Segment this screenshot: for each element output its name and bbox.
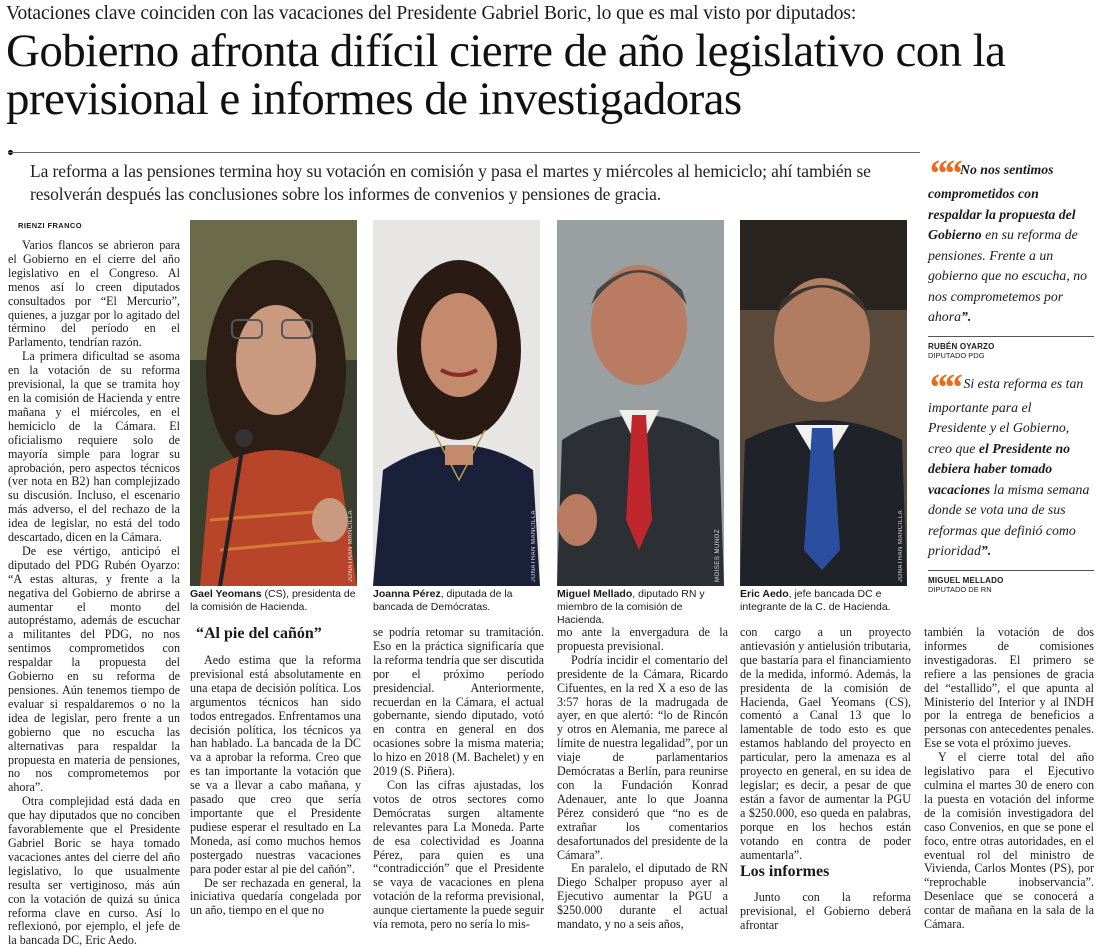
quotes-sidebar bbox=[928, 153, 1094, 594]
photo-credit: JONATHAN MANCILLA bbox=[348, 509, 354, 582]
article-column-5 bbox=[740, 626, 911, 862]
headline-divider bbox=[8, 152, 920, 153]
quote-text: en su reforma de pensiones. Frente a un gobierno que no escucha, no nos comprometemos por ahora bbox=[928, 227, 1088, 324]
quote-bold: No nos sentimos comprometidos con respaldar la propuesta del Gobierno bbox=[928, 162, 1076, 242]
photo-credit: JONATHAN MANCILLA bbox=[898, 509, 904, 582]
caption-eric-aedo bbox=[740, 588, 912, 614]
paragraph: La primera dificultad se asoma en la votación de su reforma previsional, la que se tramita hoy en la comisión de Hacienda y entre mañana y el miércoles, en el hemiciclo de la Cámara. El oficialismo requiere solo de mayoría simple para lograr su aprobación, pero aspectos técnicos (ver nota en B2) han complejizado su discusión. Incluso, el escenario más adverso, el del rechazo de la idea de legislar, no está del todo descartado, dicen en la Cámara. bbox=[8, 349, 180, 545]
quote-attribution-name: RUBÉN OYARZO bbox=[928, 341, 995, 351]
caption-text: (CS), presidenta de la comisión de Hacienda. bbox=[190, 588, 356, 613]
quote-mark-icon: ““ bbox=[928, 153, 958, 195]
quote-bold: el Presidente no debiera haber tomado vacaciones bbox=[928, 440, 1071, 497]
caption-name: Eric Aedo bbox=[740, 588, 789, 600]
paragraph: En paralelo, el diputado de RN Diego Schalper propuso ayer al Ejecutivo aumentar la PGU a $250.000 durante el actual mandato, y no a seis años, bbox=[557, 861, 728, 932]
photo-miguel-mellado bbox=[557, 220, 724, 586]
paragraph: mo ante la envergadura de la propuesta previsional. bbox=[557, 625, 728, 653]
paragraph: con cargo a un proyecto antievasión y antielusión tributaria, que bastaría para el financiamiento de la medida, informó. Además, la presidenta de la comisión de Hacienda, Gael Yeomans (CS), comentó a Canal 13 que lo lamentable de todo esto es que estamos hablando del proyecto en particular, pero la amenaza es al proyecto en general, en su idea de legislar; es decir, a pesar de que están a favor de aumentar la PGU a $250.000, eso queda en palabras, porque en los hechos están votando en contra de poder aumentarla”. bbox=[740, 625, 911, 862]
caption-name: Joanna Pérez bbox=[373, 588, 441, 600]
caption-text: , jefe bancada DC e integrante de la C. de Hacienda. bbox=[740, 588, 891, 613]
quote-text: la misma semana donde se vota una de sus reformas que definió como prioridad bbox=[928, 481, 1090, 558]
quote-mark-icon: ““ bbox=[928, 366, 958, 409]
paragraph: De ser rechazada en general, la iniciativa quedaría congelada por un año, tiempo en el que no bbox=[190, 875, 361, 918]
portrait-image bbox=[373, 220, 540, 586]
caption-gael-yeomans bbox=[190, 588, 360, 614]
quote-end: ”. bbox=[980, 543, 992, 558]
quote-attribution-role: DIPUTADO DE RN bbox=[928, 584, 992, 594]
byline: RIENZI FRANCO bbox=[18, 221, 82, 230]
photo-joanna-perez bbox=[373, 220, 540, 586]
kicker: Votaciones clave coinciden con las vacaciones del Presidente Gabriel Boric, lo que es mal visto por diputados: bbox=[6, 3, 857, 24]
paragraph: también la votación de dos informes de comisiones investigadoras. El primero se refiere a las pensiones de gracia del “estallido”, el que apunta al Ministerio del Interior y al INDH por la entrega de beneficios a personas con antecedentes penales. Ese se vota el próximo jueves. bbox=[924, 625, 1094, 751]
caption-text: , diputado RN y miembro de la comisión de Hacienda. bbox=[557, 588, 705, 626]
photo-credit: JONATHAN MANCILLA bbox=[531, 509, 537, 582]
pull-quote-mellado bbox=[928, 366, 1092, 562]
quote-end: ”. bbox=[960, 309, 972, 324]
caption-text: , diputada de la bancada de Demócratas. bbox=[373, 588, 513, 613]
subhead-los-informes: Los informes bbox=[740, 863, 830, 880]
paragraph: Con las cifras ajustadas, los votos de otros sectores como Demócratas surgen altamente relevantes para La Moneda. Parte de esa colectividad es Joanna Pérez, para quien es una “contradicción” que el Presidente se vaya de vacaciones en plena votación de la reforma previsional, aunque ciertamente la puede seguir vía remota, pero no sería lo mis- bbox=[373, 777, 544, 932]
paragraph: Varios flancos se abrieron para el Gobierno en el cierre del año legislativo en el Congreso. Al menos así lo creen diputados consultados por “El Mercurio”, quienes, a juzgar por lo agitado del término del período en el Parlamento, tendrían razón. bbox=[8, 238, 180, 350]
photo-eric-aedo bbox=[740, 220, 907, 586]
quote-divider bbox=[928, 570, 1094, 571]
quote-text: Si esta reforma es tan importante para el Presidente y el Gobierno, creo que bbox=[928, 375, 1084, 456]
article-column-1 bbox=[8, 239, 180, 948]
portrait-image bbox=[557, 220, 724, 586]
quote-attribution-role: DIPUTADO PDG bbox=[928, 350, 985, 360]
portrait-image bbox=[190, 220, 357, 586]
portrait-image bbox=[740, 220, 907, 586]
caption-miguel-mellado bbox=[557, 588, 729, 626]
caption-joanna-perez bbox=[373, 588, 543, 614]
paragraph: Otra complejidad está dada en que hay diputados que no conciben favorablemente que el Presidente Gabriel Boric se haya tomado vacaciones antes del cierre del año legislativo, lo que usualmente resulta ser vertiginoso, más aún con la votación de quizá su única reforma clave en curso. Así lo reflexionó, por ejemplo, el jefe de la bancada DC, Eric Aedo. bbox=[8, 794, 180, 948]
paragraph: se podría retomar su tramitación. Eso en la práctica significaría que la reforma tendría que ser discutida por el próximo período presidencial. Anteriormente, recuerdan en la Cámara, el actual gobernante, siendo diputado, votó en contra en general en dos ocasiones sobre la misma materia; lo hizo en 2018 (M. Bachelet) y en 2019 (S. Piñera). bbox=[373, 625, 544, 779]
paragraph: Podría incidir el comentario del presidente de la Cámara, Ricardo Cifuentes, en la red X a eso de las 3:57 horas de la madrugada de ayer, en que alertó: “lo de Rincón y otros en Alemania, me parece al límite de nuestra legalidad”, por un viaje de parlamentarios Demócratas a Berlín, para reunirse con la Fundación Konrad Adenauer, ante lo que Joanna Pérez consideró que “no es de extrañar los comentarios desafortunados del presidente de la Cámara”. bbox=[557, 652, 728, 862]
caption-name: Gael Yeomans bbox=[190, 588, 262, 600]
quote-attribution-name: MIGUEL MELLADO bbox=[928, 575, 1004, 585]
subhead-al-pie-del-canon: “Al pie del cañón” bbox=[196, 625, 322, 642]
photo-credit: MOISES MUÑOZ bbox=[715, 528, 721, 582]
article-column-5b bbox=[740, 891, 911, 933]
paragraph: Y el cierre total del año legislativo para el Ejecutivo culmina el martes 30 de enero con la puesta en votación del informe de la comisión investigadora del caso Convenios, en que se pone el foco, entre otras autoridades, en el eventual rol del ministro de Vivienda, Carlos Montes (PS), por “reprochable inobservancia”. Desenlace que se conocerá a contar de mañana en la sala de la Cámara. bbox=[924, 750, 1094, 932]
article-column-2 bbox=[190, 654, 361, 918]
caption-name: Miguel Mellado bbox=[557, 588, 633, 600]
photo-gael-yeomans bbox=[190, 220, 357, 586]
pull-quote-oyarzo bbox=[928, 153, 1092, 328]
article-column-4 bbox=[557, 626, 728, 932]
headline: Gobierno afronta difícil cierre de año legislativo con la previsional e informes de investigadoras bbox=[6, 25, 1006, 125]
paragraph: De ese vértigo, anticipó el diputado del PDG Rubén Oyarzo: “A estas alturas, y frente a la negativa del Gobierno de abrirse a aumentar el monto del autopréstamo, además de escuchar a militantes del PDG, no nos sentimos comprometidos con respaldar la propuesta del Gobierno en su reforma de pensiones. Aún tenemos tiempo de evaluar si respaldaremos o no la idea de legislar, pero frente a un gobierno que no escucha las alternativas para respaldar la propuesta en materia de pensiones, no nos comprometemos por ahora”. bbox=[8, 543, 180, 795]
paragraph: Junto con la reforma previsional, el Gobierno deberá afrontar bbox=[740, 890, 911, 932]
article-column-6 bbox=[924, 626, 1094, 932]
deck: La reforma a las pensiones termina hoy su votación en comisión y pasa el martes y miércoles al hemiciclo; ahí también se resolverán después las conclusiones sobre los informes de convenios y pensiones de gracia. bbox=[30, 161, 871, 204]
article-column-3 bbox=[373, 626, 544, 932]
quote-divider bbox=[928, 336, 1094, 337]
paragraph: Aedo estima que la reforma previsional está absolutamente en una etapa de decisión política. Los argumentos técnicos han sido todos entregados. Enfrentamos una decisión política, los técnicos ya han hablado. La bancada de la DC va a aprobar la reforma. Creo que es tan importante la votación que se va a llevar a cabo mañana, y pasado que creo que sería importante que el Presidente pudiese esperar el resultado en La Moneda, así como muchos hemos postergado nuestras vacaciones para poder estar al pie del cañón”. bbox=[190, 653, 361, 876]
